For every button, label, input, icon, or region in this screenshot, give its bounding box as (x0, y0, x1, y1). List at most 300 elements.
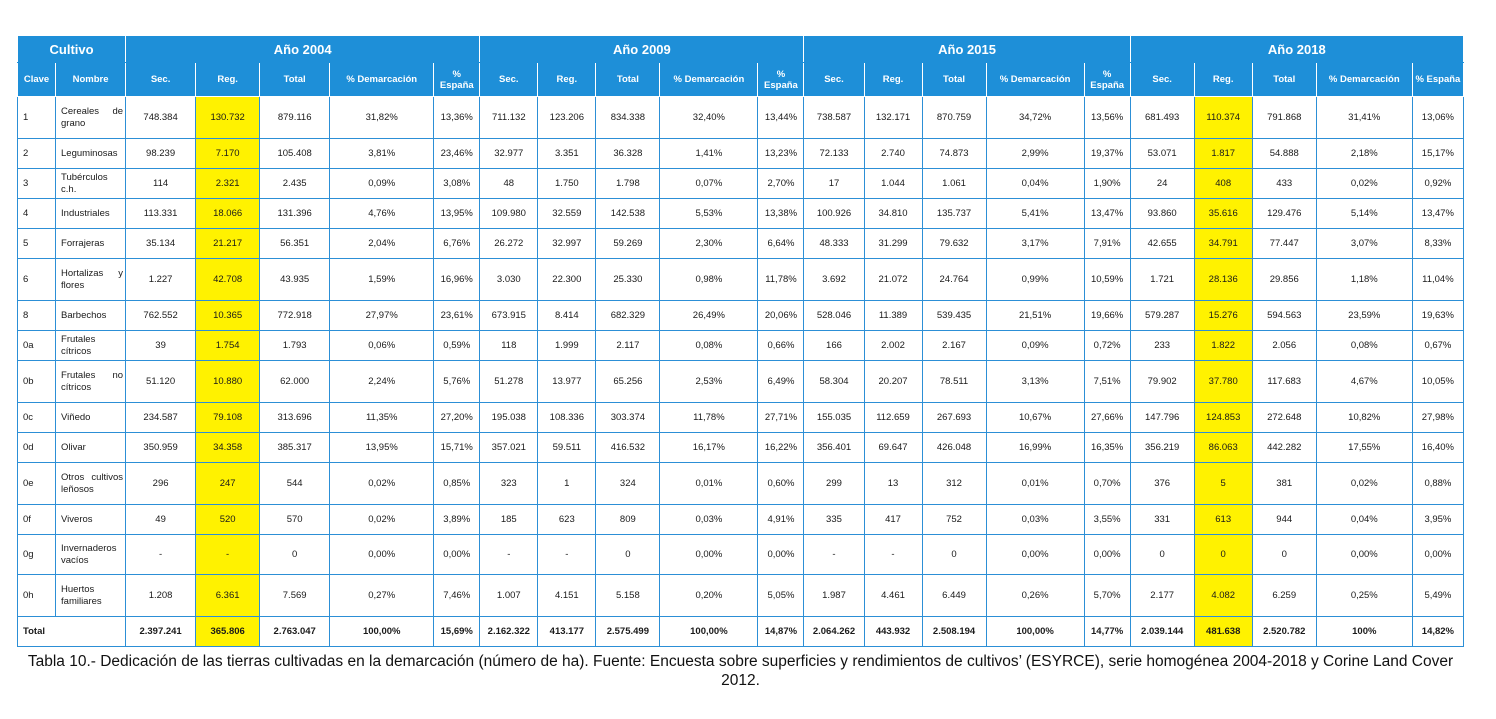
cell: 34.791 (1194, 229, 1252, 259)
cell: 17 (804, 169, 864, 199)
subheader-total-2018: Total (1252, 63, 1316, 97)
cell: 0,01% (986, 463, 1084, 505)
cell: 3,89% (434, 505, 480, 535)
cell: 331 (1130, 505, 1194, 535)
table-row (18, 433, 1464, 463)
cell: 25.330 (596, 259, 660, 301)
cell: 520 (196, 505, 260, 535)
cell: 13.977 (538, 361, 596, 403)
cell: 35.616 (1194, 199, 1252, 229)
cell: 10.365 (196, 301, 260, 331)
cell: 13,47% (1412, 199, 1463, 229)
cell: 6,76% (434, 229, 480, 259)
table-caption: Tabla 10.- Dedicación de las tierras cultivadas en la demarcación (número de ha). Fuente: Encuesta sobre superficies y rendimientos de cultivos’ (ESYRCE), serie homogénea 2004-2018 y Corine Land Cover 2012. (27, 653, 1454, 689)
table-row (18, 229, 1464, 259)
total-cell: 413.177 (538, 617, 596, 647)
cell: 31.299 (864, 229, 922, 259)
cell: 0,85% (434, 463, 480, 505)
cell: 356.401 (804, 433, 864, 463)
cell: 36.328 (596, 139, 660, 169)
cell: 1.044 (864, 169, 922, 199)
cell: 870.759 (922, 97, 986, 139)
cell: 142.538 (596, 199, 660, 229)
cell: 356.219 (1130, 433, 1194, 463)
cell: 5,49% (1412, 575, 1463, 617)
table-header (18, 36, 1464, 97)
cell: 1.987 (804, 575, 864, 617)
cell: 0e (18, 463, 56, 505)
cell: 114 (126, 169, 196, 199)
cell: 357.021 (480, 433, 538, 463)
cell: 0,70% (1084, 463, 1130, 505)
cell: 0,00% (986, 535, 1084, 575)
cell: 21,51% (986, 301, 1084, 331)
cell: - (480, 535, 538, 575)
cell: 13,95% (330, 433, 434, 463)
total-label: Total (18, 617, 126, 647)
cell: Leguminosas (56, 139, 126, 169)
group-cultivo: Cultivo (18, 36, 126, 63)
cell: 0,03% (660, 505, 758, 535)
cell: 2.321 (196, 169, 260, 199)
cell: 109.980 (480, 199, 538, 229)
cell: 791.868 (1252, 97, 1316, 139)
total-cell: 365.806 (196, 617, 260, 647)
cell: Cereales de grano (56, 97, 126, 139)
cell: 27,98% (1412, 403, 1463, 433)
cell: 131.396 (260, 199, 330, 229)
subheader-sec-2015: Sec. (804, 63, 864, 97)
cell: 31,82% (330, 97, 434, 139)
cell: Invernaderos vacíos (56, 535, 126, 575)
subheader-pct-demarcacion-2018: % Demarcación (1316, 63, 1412, 97)
total-cell: 100,00% (986, 617, 1084, 647)
subheader-pct-espana-2015: % España (1084, 63, 1130, 97)
cell: 34.810 (864, 199, 922, 229)
cell: 19,66% (1084, 301, 1130, 331)
cell: 11.389 (864, 301, 922, 331)
cell: 77.447 (1252, 229, 1316, 259)
cell: 13,47% (1084, 199, 1130, 229)
cell: 15.276 (1194, 301, 1252, 331)
cell: 32.977 (480, 139, 538, 169)
cell: Barbechos (56, 301, 126, 331)
cell: 10,67% (986, 403, 1084, 433)
cell: 11,78% (758, 259, 804, 301)
cell: 20.207 (864, 361, 922, 403)
cell: 0,00% (758, 535, 804, 575)
cell: Otros cultivos leñosos (56, 463, 126, 505)
cell: 4 (18, 199, 56, 229)
cell: 13 (864, 463, 922, 505)
cell: 27,71% (758, 403, 804, 433)
cell: 29.856 (1252, 259, 1316, 301)
cell: 1.817 (1194, 139, 1252, 169)
cell: 166 (804, 331, 864, 361)
cell: 105.408 (260, 139, 330, 169)
cell: 117.683 (1252, 361, 1316, 403)
cell: 185 (480, 505, 538, 535)
total-cell: 2.763.047 (260, 617, 330, 647)
total-cell: 14,87% (758, 617, 804, 647)
cell: 0,08% (1316, 331, 1412, 361)
cell: 23,59% (1316, 301, 1412, 331)
cell: 3 (18, 169, 56, 199)
cell: 27,97% (330, 301, 434, 331)
table-row (18, 139, 1464, 169)
cell: 16,17% (660, 433, 758, 463)
cell: 74.873 (922, 139, 986, 169)
cell: 5 (1194, 463, 1252, 505)
cell: 37.780 (1194, 361, 1252, 403)
cell: 23,46% (434, 139, 480, 169)
table-row (18, 505, 1464, 535)
cell: 21.072 (864, 259, 922, 301)
cell: 247 (196, 463, 260, 505)
cell: 323 (480, 463, 538, 505)
cell: 528.046 (804, 301, 864, 331)
cell: 42.708 (196, 259, 260, 301)
cell: Hortalizas y flores (56, 259, 126, 301)
total-cell: 100,00% (330, 617, 434, 647)
subheader-pct-espana-2004: % España (434, 63, 480, 97)
cell: 3.351 (538, 139, 596, 169)
cell: 0 (260, 535, 330, 575)
table-row (18, 535, 1464, 575)
cell: 10.880 (196, 361, 260, 403)
cell: 0c (18, 403, 56, 433)
cell: 0,99% (986, 259, 1084, 301)
cell: 35.134 (126, 229, 196, 259)
cell: 267.693 (922, 403, 986, 433)
cell: 772.918 (260, 301, 330, 331)
cell: 0,04% (986, 169, 1084, 199)
cell: 1.793 (260, 331, 330, 361)
cell: 3,55% (1084, 505, 1130, 535)
subheader-reg-2009: Reg. (538, 63, 596, 97)
cell: 17,55% (1316, 433, 1412, 463)
cell: 442.282 (1252, 433, 1316, 463)
cell: 0a (18, 331, 56, 361)
cell: 8,33% (1412, 229, 1463, 259)
cell: 21.217 (196, 229, 260, 259)
cell: 944 (1252, 505, 1316, 535)
cell: Olivar (56, 433, 126, 463)
cell: 2,99% (986, 139, 1084, 169)
cell: 3,08% (434, 169, 480, 199)
cell: 303.374 (596, 403, 660, 433)
cell: 1.999 (538, 331, 596, 361)
cell: 31,41% (1316, 97, 1412, 139)
cell: 594.563 (1252, 301, 1316, 331)
cell: 2,18% (1316, 139, 1412, 169)
crop-area-table (17, 35, 1464, 647)
total-cell: 481.638 (1194, 617, 1252, 647)
cell: 416.532 (596, 433, 660, 463)
cell: Industriales (56, 199, 126, 229)
cell: 10,82% (1316, 403, 1412, 433)
cell: - (864, 535, 922, 575)
cell: 155.035 (804, 403, 864, 433)
cell: 2.002 (864, 331, 922, 361)
cell: 0,02% (330, 463, 434, 505)
cell: 2.117 (596, 331, 660, 361)
cell: 0 (1194, 535, 1252, 575)
cell: 0 (1252, 535, 1316, 575)
cell: 93.860 (1130, 199, 1194, 229)
cell: 118 (480, 331, 538, 361)
cell: 72.133 (804, 139, 864, 169)
cell: 0,08% (660, 331, 758, 361)
subheader-sec-2009: Sec. (480, 63, 538, 97)
cell: 15,71% (434, 433, 480, 463)
table-row (18, 301, 1464, 331)
cell: 0g (18, 535, 56, 575)
total-cell: 2.397.241 (126, 617, 196, 647)
total-cell: 14,77% (1084, 617, 1130, 647)
cell: 0,02% (1316, 463, 1412, 505)
cell: 6 (18, 259, 56, 301)
cell: 5,76% (434, 361, 480, 403)
cell: 2.740 (864, 139, 922, 169)
cell: 3,95% (1412, 505, 1463, 535)
cell: Forrajeras (56, 229, 126, 259)
cell: 26,49% (660, 301, 758, 331)
total-cell: 100% (1316, 617, 1412, 647)
cell: 7,91% (1084, 229, 1130, 259)
table-row (18, 575, 1464, 617)
table-row (18, 361, 1464, 403)
cell: 752 (922, 505, 986, 535)
cell: 0,88% (1412, 463, 1463, 505)
cell: 4.082 (1194, 575, 1252, 617)
cell: 0,02% (1316, 169, 1412, 199)
cell: 10,59% (1084, 259, 1130, 301)
cell: 579.287 (1130, 301, 1194, 331)
cell: 539.435 (922, 301, 986, 331)
cell: 408 (1194, 169, 1252, 199)
header-group-row (18, 36, 1464, 63)
cell: 2.435 (260, 169, 330, 199)
cell: 3,81% (330, 139, 434, 169)
cell: 0,04% (1316, 505, 1412, 535)
cell: 147.796 (1130, 403, 1194, 433)
cell: 124.853 (1194, 403, 1252, 433)
cell: 0,27% (330, 575, 434, 617)
cell: 3.030 (480, 259, 538, 301)
cell: 13,06% (1412, 97, 1463, 139)
cell: 13,36% (434, 97, 480, 139)
cell: 6.361 (196, 575, 260, 617)
total-cell: 2.575.499 (596, 617, 660, 647)
cell: 809 (596, 505, 660, 535)
cell: 0,09% (986, 331, 1084, 361)
cell: 11,04% (1412, 259, 1463, 301)
cell: 26.272 (480, 229, 538, 259)
total-cell: 443.932 (864, 617, 922, 647)
cell: 34,72% (986, 97, 1084, 139)
cell: 32.559 (538, 199, 596, 229)
cell: 2,30% (660, 229, 758, 259)
subheader-pct-espana-2018: % España (1412, 63, 1463, 97)
cell: 86.063 (1194, 433, 1252, 463)
cell: 1.822 (1194, 331, 1252, 361)
cell: 23,61% (434, 301, 480, 331)
cell: 738.587 (804, 97, 864, 139)
cell: 16,99% (986, 433, 1084, 463)
cell: 13,23% (758, 139, 804, 169)
cell: 0h (18, 575, 56, 617)
cell: 1.208 (126, 575, 196, 617)
cell: 11,78% (660, 403, 758, 433)
cell: 682.329 (596, 301, 660, 331)
cell: 130.732 (196, 97, 260, 139)
subheader-pct-demarcacion-2009: % Demarcación (660, 63, 758, 97)
cell: 0,98% (660, 259, 758, 301)
cell: 2.167 (922, 331, 986, 361)
cell: 3.692 (804, 259, 864, 301)
cell: 433 (1252, 169, 1316, 199)
cell: 4.461 (864, 575, 922, 617)
cell: 15,17% (1412, 139, 1463, 169)
cell: 313.696 (260, 403, 330, 433)
cell: 5,53% (660, 199, 758, 229)
subheader-sec-2018: Sec. (1130, 63, 1194, 97)
cell: 570 (260, 505, 330, 535)
cell: 19,63% (1412, 301, 1463, 331)
total-cell: 2.520.782 (1252, 617, 1316, 647)
cell: 5,14% (1316, 199, 1412, 229)
group-year-2004: Año 2004 (126, 36, 480, 63)
table-row (18, 463, 1464, 505)
cell: 6.449 (922, 575, 986, 617)
cell: 381 (1252, 463, 1316, 505)
subheader-total-2004: Total (260, 63, 330, 97)
cell: 49 (126, 505, 196, 535)
cell: 24 (1130, 169, 1194, 199)
cell: 56.351 (260, 229, 330, 259)
cell: 0,06% (330, 331, 434, 361)
table-row (18, 331, 1464, 361)
cell: 5.158 (596, 575, 660, 617)
table-row (18, 259, 1464, 301)
total-cell: 15,69% (434, 617, 480, 647)
cell: 2,70% (758, 169, 804, 199)
cell: 7,51% (1084, 361, 1130, 403)
cell: 4,76% (330, 199, 434, 229)
cell: 0,72% (1084, 331, 1130, 361)
cell: - (804, 535, 864, 575)
cell: 335 (804, 505, 864, 535)
cell: 16,40% (1412, 433, 1463, 463)
cell: 426.048 (922, 433, 986, 463)
cell: 51.278 (480, 361, 538, 403)
cell: 385.317 (260, 433, 330, 463)
cell: 51.120 (126, 361, 196, 403)
cell: 1,59% (330, 259, 434, 301)
cell: 27,20% (434, 403, 480, 433)
cell: 6,49% (758, 361, 804, 403)
cell: 8.414 (538, 301, 596, 331)
cell: 1.798 (596, 169, 660, 199)
total-cell: 100,00% (660, 617, 758, 647)
cell: 0 (596, 535, 660, 575)
cell: 16,35% (1084, 433, 1130, 463)
cell: 1,90% (1084, 169, 1130, 199)
cell: 13,44% (758, 97, 804, 139)
subheader-sec-2004: Sec. (126, 63, 196, 97)
subheader-total-2009: Total (596, 63, 660, 97)
cell: Huertos familiares (56, 575, 126, 617)
cell: 673.915 (480, 301, 538, 331)
cell: 6.259 (1252, 575, 1316, 617)
cell: 2.056 (1252, 331, 1316, 361)
cell: 39 (126, 331, 196, 361)
cell: 0 (1130, 535, 1194, 575)
cell: 681.493 (1130, 97, 1194, 139)
cell: 18.066 (196, 199, 260, 229)
subheader-reg-2004: Reg. (196, 63, 260, 97)
cell: 0,07% (660, 169, 758, 199)
total-cell: 2.162.322 (480, 617, 538, 647)
cell: 8 (18, 301, 56, 331)
cell: Viveros (56, 505, 126, 535)
cell: 79.902 (1130, 361, 1194, 403)
cell: 5 (18, 229, 56, 259)
cell: 98.239 (126, 139, 196, 169)
cell: 16,22% (758, 433, 804, 463)
cell: 0 (922, 535, 986, 575)
cell: 1.721 (1130, 259, 1194, 301)
cell: 1.061 (922, 169, 986, 199)
cell: 1.007 (480, 575, 538, 617)
cell: 0,92% (1412, 169, 1463, 199)
cell: 4,91% (758, 505, 804, 535)
group-year-2009: Año 2009 (480, 36, 804, 63)
subheader-pct-demarcacion-2015: % Demarcación (986, 63, 1084, 97)
cell: 112.659 (864, 403, 922, 433)
cell: 1.750 (538, 169, 596, 199)
total-cell: 2.039.144 (1130, 617, 1194, 647)
cell: 11,35% (330, 403, 434, 433)
table-body (18, 97, 1464, 647)
cell: - (126, 535, 196, 575)
cell: 0,03% (986, 505, 1084, 535)
subheader-pct-espana-2009: % España (758, 63, 804, 97)
cell: 879.116 (260, 97, 330, 139)
total-cell: 2.064.262 (804, 617, 864, 647)
group-year-2018: Año 2018 (1130, 36, 1463, 63)
cell: 711.132 (480, 97, 538, 139)
cell: 312 (922, 463, 986, 505)
cell: 544 (260, 463, 330, 505)
cell: 3,07% (1316, 229, 1412, 259)
table-row (18, 97, 1464, 139)
cell: 1.227 (126, 259, 196, 301)
cell: 16,96% (434, 259, 480, 301)
cell: 0b (18, 361, 56, 403)
cell: 0,00% (330, 535, 434, 575)
cell: 19,37% (1084, 139, 1130, 169)
cell: 623 (538, 505, 596, 535)
cell: 762.552 (126, 301, 196, 331)
cell: 834.338 (596, 97, 660, 139)
table-row (18, 169, 1464, 199)
cell: 13,56% (1084, 97, 1130, 139)
cell: 234.587 (126, 403, 196, 433)
cell: 2,24% (330, 361, 434, 403)
cell: 2,04% (330, 229, 434, 259)
